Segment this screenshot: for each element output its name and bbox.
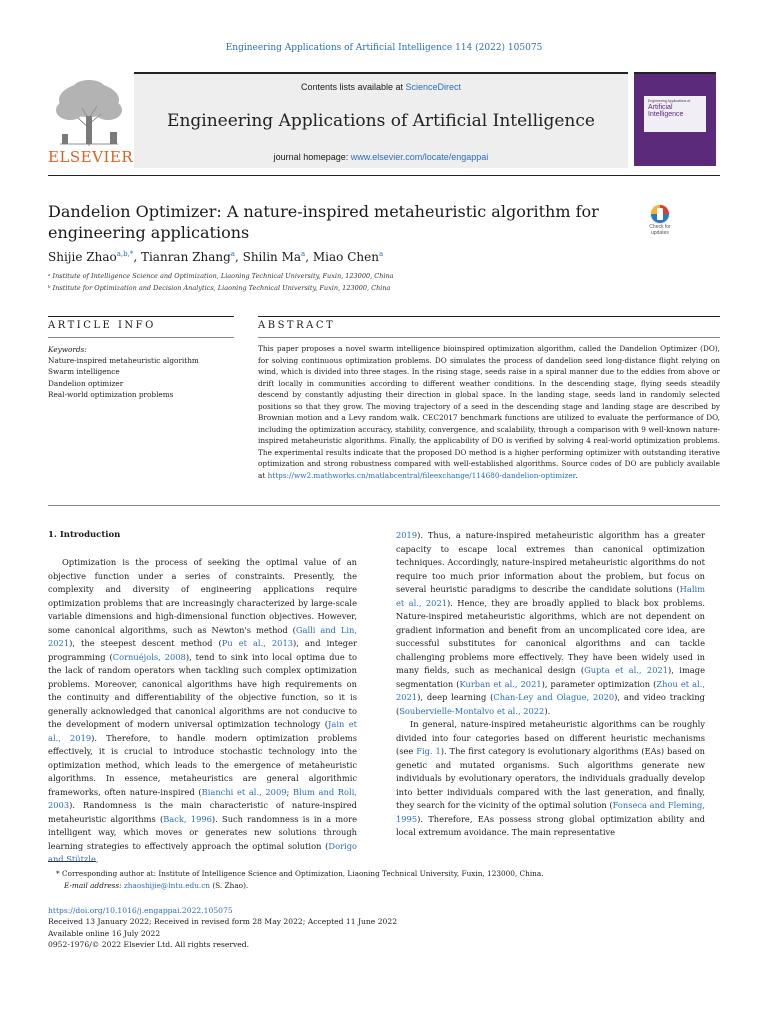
journal-cover-panel: Engineering Applications of Artificial Intelligence — [644, 96, 706, 132]
journal-homepage-link[interactable]: www.elsevier.com/locate/engappai — [350, 152, 489, 162]
author-list: Shijie Zhao$^{a,b,*}$, Tianran Zhang$^a$, Shilin Ma$^a$, Miao Chen$^a$ — [48, 250, 384, 264]
introduction-left-column — [48, 556, 357, 867]
introduction-right-column — [396, 529, 705, 840]
footnote-rule — [48, 861, 96, 862]
keyword-item: Dandelion optimizer — [48, 378, 124, 388]
corresponding-author-footnote: * Corresponding author at: Institute of Intelligence Science and Optimization, Liaoning Technical University, Fuxin, 123000, China. E-mail address: zhaoshijie@lntu.edu.cn (S. Zhao). — [56, 869, 544, 890]
citation-link[interactable]: Fig. 1 — [416, 746, 441, 756]
citation-link[interactable]: Back, 1996 — [163, 813, 212, 824]
abstract-rule — [258, 316, 720, 317]
citation-link[interactable]: Blum and Roli, 2003 — [48, 786, 357, 810]
elsevier-logo[interactable] — [48, 78, 134, 166]
author-name[interactable]: Tianran Zhang — [140, 250, 231, 264]
intro-paragraph: 2019). Thus, a nature-inspired metaheuristic algorithm has a greater capacity to escape local extremes than canonical optimization techniques. Accordingly, nature-inspired metaheuristic algorithms do not require too much prior information about the problem, but focus on several heuristic paradigms to describe the candidate solutions (Halim et al., 2021). Hence, they are broadly applied to black box problems. Nature-inspired metaheuristic algorithms, which are not dependent on gradient information and benefit from an uncomplicated core idea, are successful substitutes for canonical algorithms and can tackle challenging problems more effectively. They have been widely used in many fields, such as mechanical design (Gupta et al., 2021), image segmentation (Kurban et al., 2021), parameter optimization (Zhou et al., 2021), deep learning (Chan-Ley and Olague, 2020), and video tracking (Soubervielle-Montalvo et al., 2022). — [396, 530, 706, 716]
abstract-heading: ABSTRACT — [258, 320, 336, 331]
contents-line: Contents lists available at ScienceDirect — [300, 82, 462, 92]
citation-link[interactable]: Cornuéjols, 2008 — [112, 651, 186, 662]
citation-link[interactable]: Galli and Lin, 2021 — [48, 624, 357, 648]
keyword-item: Nature-inspired metaheuristic algorithm — [48, 356, 199, 366]
citation-link[interactable]: Pu et al., 2013 — [221, 638, 294, 648]
author-affiliation-mark[interactable]: a — [378, 250, 384, 258]
author-name[interactable]: Shilin Ma — [242, 250, 302, 264]
doi-link[interactable]: https://doi.org/10.1016/j.engappai.2022.105075 — [48, 906, 233, 915]
received-dates: Received 13 January 2022; Received in revised form 28 May 2022; Accepted 11 June 2022 — [48, 917, 398, 927]
author-affiliation-mark[interactable]: a,b,* — [116, 250, 134, 258]
intro-paragraph: In general, nature-inspired metaheuristic algorithms can be roughly divided into four categories based on different heuristic mechanisms (see Fig. 1). The first category is evolutionary algorithms (EAs) based on genetic and mutated organisms. Such algorithms generate new individuals by evolutionary operators, the individuals gradually develop into better individuals compared with the last generation, and finally, they search for the vicinity of the optimal solution (Fonseca and Fleming, 1995). Therefore, EAs possess strong global optimization ability and local extremum avoidance. The main representative — [396, 719, 706, 837]
crossmark-label: Check for updates — [649, 224, 671, 236]
citation-link[interactable]: Soubervielle-Montalvo et al., 2022 — [399, 705, 545, 716]
citation-link[interactable]: Jain et al., 2019 — [48, 719, 358, 743]
author-name[interactable]: Shijie Zhao — [48, 250, 117, 264]
keywords-block — [48, 344, 234, 400]
affiliation-b: ᵇ Institute for Optimization and Decision Analytics, Liaoning Technical University, Fuxin, 123000, China — [48, 284, 391, 292]
citation-link[interactable]: Zhou et al., 2021 — [396, 678, 705, 702]
citation-link[interactable]: Gupta et al., 2021 — [584, 665, 669, 675]
source-code-link[interactable]: https://ww2.mathworks.cn/matlabcentral/fileexchange/114680-dandelion-optimizer — [267, 470, 576, 480]
citation-link[interactable]: Dorigo and Stützle, — [48, 840, 357, 864]
author-name[interactable]: Miao Chen — [312, 250, 379, 264]
intro-paragraph: Optimization is the process of seeking the optimal value of an objective function under a series of constraints. Presently, the complexity and diversity of engineering applications require optimization problems that are increasingly characterized by large-scale variable dimensions and high-dimensional function objectives. However, some canonical algorithms, such as Newton's method (Galli and Lin, 2021), the steepest descent method (Pu et al., 2013), and integer programming (Cornuéjols, 2008), tend to sink into local optima due to the lack of random operators when tackling such complex optimization problems. Moreover, canonical algorithms have high requirements on the continuity and differentiability of the objective function, so it is generally acknowledged that canonical algorithms are not conducive to the development of modern universal optimization technology (Jain et al., 2019). Therefore, to handle modern optimization problems effectively, it is crucial to introduce stochastic technology into the optimization method, which leads to the emergence of metaheuristic algorithms. In essence, metaheuristics are general algorithmic frameworks, often nature-inspired (Bianchi et al., 2009; Blum and Roli, 2003). Randomness is the main characteristic of nature-inspired metaheuristic algorithms (Back, 1996). Such randomness is in a more intelligent way, which moves or generates new solutions through learning strategies to effectively approach the optimal solution (Dorigo and Stützle, — [48, 557, 358, 864]
abstract-text: This paper proposes a novel swarm intelligence bioinspired optimization algorithm, called the Dandelion Optimizer (DO), for solving continuous optimization problems. DO simulates the process of dandelion seed long-distance flight relying on wind, which is divided into three stages. In the rising stage, seeds raise in a spiral manner due to the eddies from above or drift locally in communities according to different weather conditions. In the descending stage, flying seeds steadily descend by constantly adjusting their direction in global space. In the landing stage, seeds land in randomly selected positions so that they grow. The moving trajectory of a seed in the descending stage and landing stage are described by Brownian motion and a Levy random walk. CEC2017 benchmark functions are utilized to evaluate the performance of DO, including the optimization accuracy, stability, convergence, and scalability, through a comparison with 9 well-known nature-inspired metaheuristic algorithms. Finally, the applicability of DO is verified by solving 4 real-world optimization problems. The experimental results indicate that the proposed DO method is a higher performing optimizer with outstanding iterative optimization and strong robustness compared with well-established algorithms. Source codes of DO are publicly available at https://ww2.mathworks.cn/matlabcentral/fileexchange/114680-dandelion-optimizer. — [258, 344, 720, 480]
elsevier-wordmark: ELSEVIER — [48, 148, 134, 166]
citation-link[interactable]: Kurban et al., 2021 — [459, 678, 542, 689]
author-affiliation-mark[interactable]: a — [230, 250, 235, 258]
citation-link[interactable]: Halim et al., 2021 — [396, 584, 705, 608]
elsevier-tree-icon — [48, 78, 130, 148]
online-date: Available online 16 July 2022 — [48, 928, 161, 938]
copyright: 0952-1976/© 2022 Elsevier Ltd. All rights reserved. — [48, 939, 250, 949]
paper-title: Dandelion Optimizer: A nature-inspired metaheuristic algorithm for engineering applications — [48, 202, 599, 242]
sciencedirect-link[interactable]: ScienceDirect — [405, 82, 462, 92]
introduction-heading: 1. Introduction — [48, 530, 121, 540]
article-info-subrule — [48, 337, 234, 338]
citation-link[interactable]: Fonseca and Fleming, 1995 — [396, 800, 706, 824]
article-info-heading: ARTICLE INFO — [48, 320, 156, 331]
author-affiliation-mark[interactable]: a — [301, 250, 306, 258]
journal-cover-thumbnail[interactable] — [634, 72, 716, 166]
keyword-item: Real-world optimization problems — [48, 389, 174, 399]
citation-link[interactable]: Chan-Ley and Olague, 2020 — [493, 692, 615, 702]
journal-title: Engineering Applications of Artificial Intelligence — [167, 111, 595, 131]
abstract-end-rule — [48, 505, 720, 506]
article-info-rule — [48, 316, 234, 317]
crossmark-icon — [640, 203, 680, 225]
author-email-link[interactable]: zhaoshijie@lntu.edu.cn — [123, 881, 211, 890]
header-divider — [48, 175, 720, 176]
citation-link[interactable]: 2019 — [396, 530, 418, 540]
journal-reference-link[interactable]: Engineering Applications of Artificial Intelligence 114 (2022) 105075 — [225, 43, 543, 53]
publication-info — [48, 905, 397, 950]
check-for-updates-badge[interactable] — [640, 203, 680, 241]
journal-header-box — [134, 72, 628, 168]
abstract-subrule — [258, 337, 720, 338]
keywords-label: Keywords: — [48, 345, 87, 354]
citation-link[interactable]: Bianchi et al., 2009 — [201, 786, 287, 797]
affiliation-a: ᵃ Institute of Intelligence Science and Optimization, Liaoning Technical University, Fuxin, 123000, China — [48, 272, 394, 280]
keyword-item: Swarm intelligence — [48, 367, 120, 377]
homepage-line: journal homepage: www.elsevier.com/locate/engappai — [273, 152, 489, 162]
